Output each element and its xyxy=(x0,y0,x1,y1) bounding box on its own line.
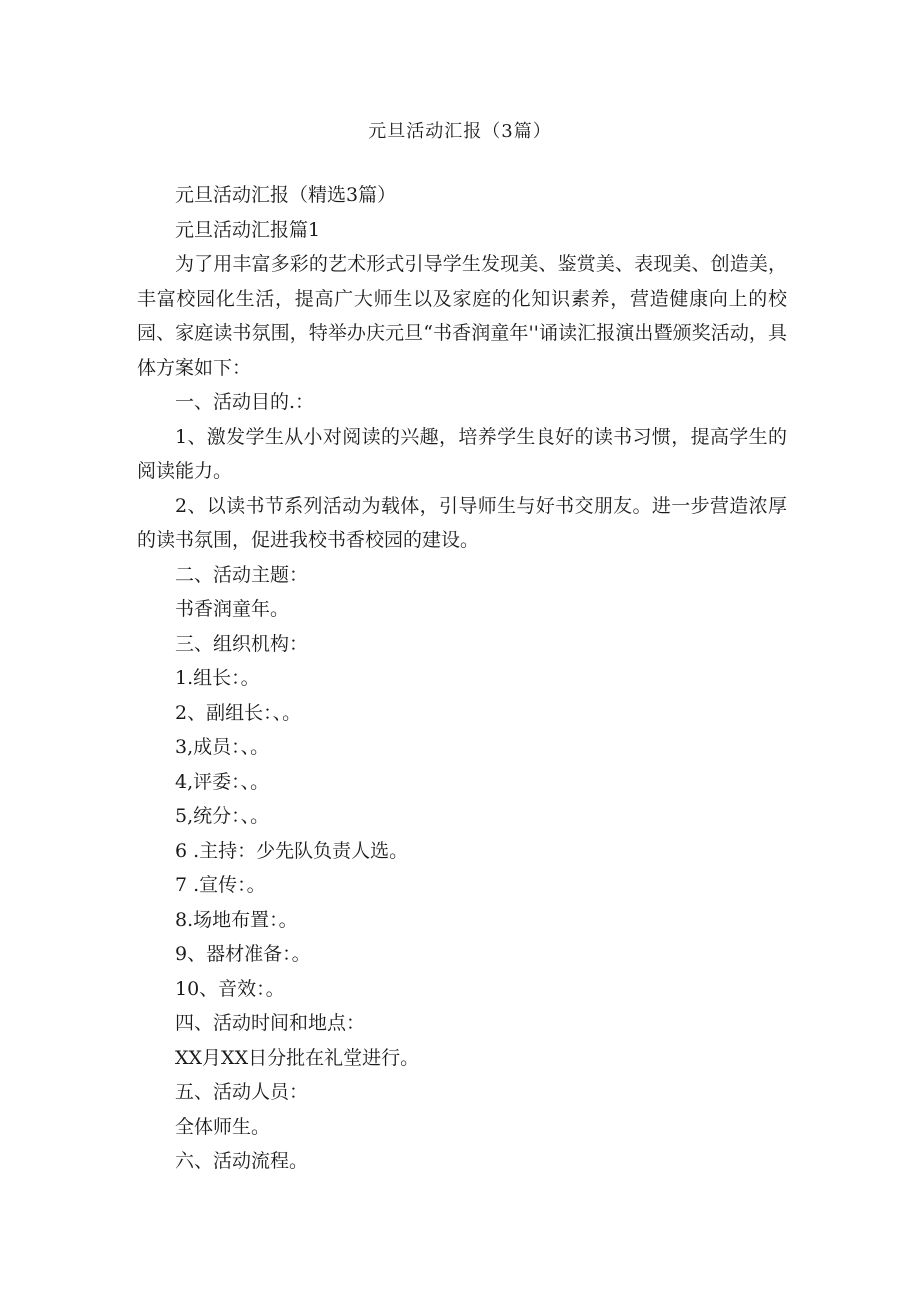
intro-paragraph: 为了用丰富多彩的艺术形式引导学生发现美、鉴赏美、表现美、创造美，丰富校园化生活，提高广大师生以及家庭的化知识素养，营造健康向上的校园、家庭读书氛围，特举办庆元旦“书香润童年''诵读汇报演出暨颁奖活动，具体方案如下： xyxy=(137,253,787,379)
org-item-host: 6 .主持：少先队负责人选。 xyxy=(175,839,409,862)
heading-organization: 三、组织机构： xyxy=(175,632,309,655)
heading-time-place: 四、活动时间和地点： xyxy=(175,1012,366,1034)
org-item-sound: 10、音效：。 xyxy=(175,977,285,1000)
participants-text: 全体师生。 xyxy=(175,1115,271,1138)
document-body xyxy=(137,178,787,1179)
org-item-leader: 1.组长：。 xyxy=(175,667,260,689)
org-item-equipment: 9、器材准备：。 xyxy=(175,943,311,965)
heading-process: 六、活动流程。 xyxy=(175,1150,309,1172)
purpose-item-1: 1、激发学生从小对阅读的兴趣，培养学生良好的读书习惯，提高学生的阅读能力。 xyxy=(137,425,787,482)
org-item-deputy: 2、副组长：、。 xyxy=(175,701,302,724)
org-item-judges: 4,评委：、。 xyxy=(175,770,270,793)
heading-theme: 二、活动主题： xyxy=(175,563,309,586)
purpose-item-2: 2、以读书节系列活动为载体，引导师生与好书交朋友。进一步营造浓厚的读书氛围，促进我校书香校园的建设。 xyxy=(137,494,787,551)
org-item-scoring: 5,统分：、。 xyxy=(175,805,270,827)
subtitle-line: 元旦活动汇报（精选3篇） xyxy=(175,184,397,206)
time-place-text: XX月XX日分批在礼堂进行。 xyxy=(175,1046,420,1069)
org-item-members: 3,成员：、。 xyxy=(175,736,270,758)
section-heading-part1: 元旦活动汇报篇1 xyxy=(175,218,321,241)
document-title: 元旦活动汇报（3篇） xyxy=(368,121,552,142)
heading-purpose: 一、活动目的.： xyxy=(175,391,315,413)
theme-text: 书香润童年。 xyxy=(175,598,290,620)
org-item-publicity: 7 .宣传：。 xyxy=(175,874,266,896)
heading-participants: 五、活动人员： xyxy=(175,1081,309,1103)
org-item-venue: 8.场地布置：。 xyxy=(175,908,298,931)
